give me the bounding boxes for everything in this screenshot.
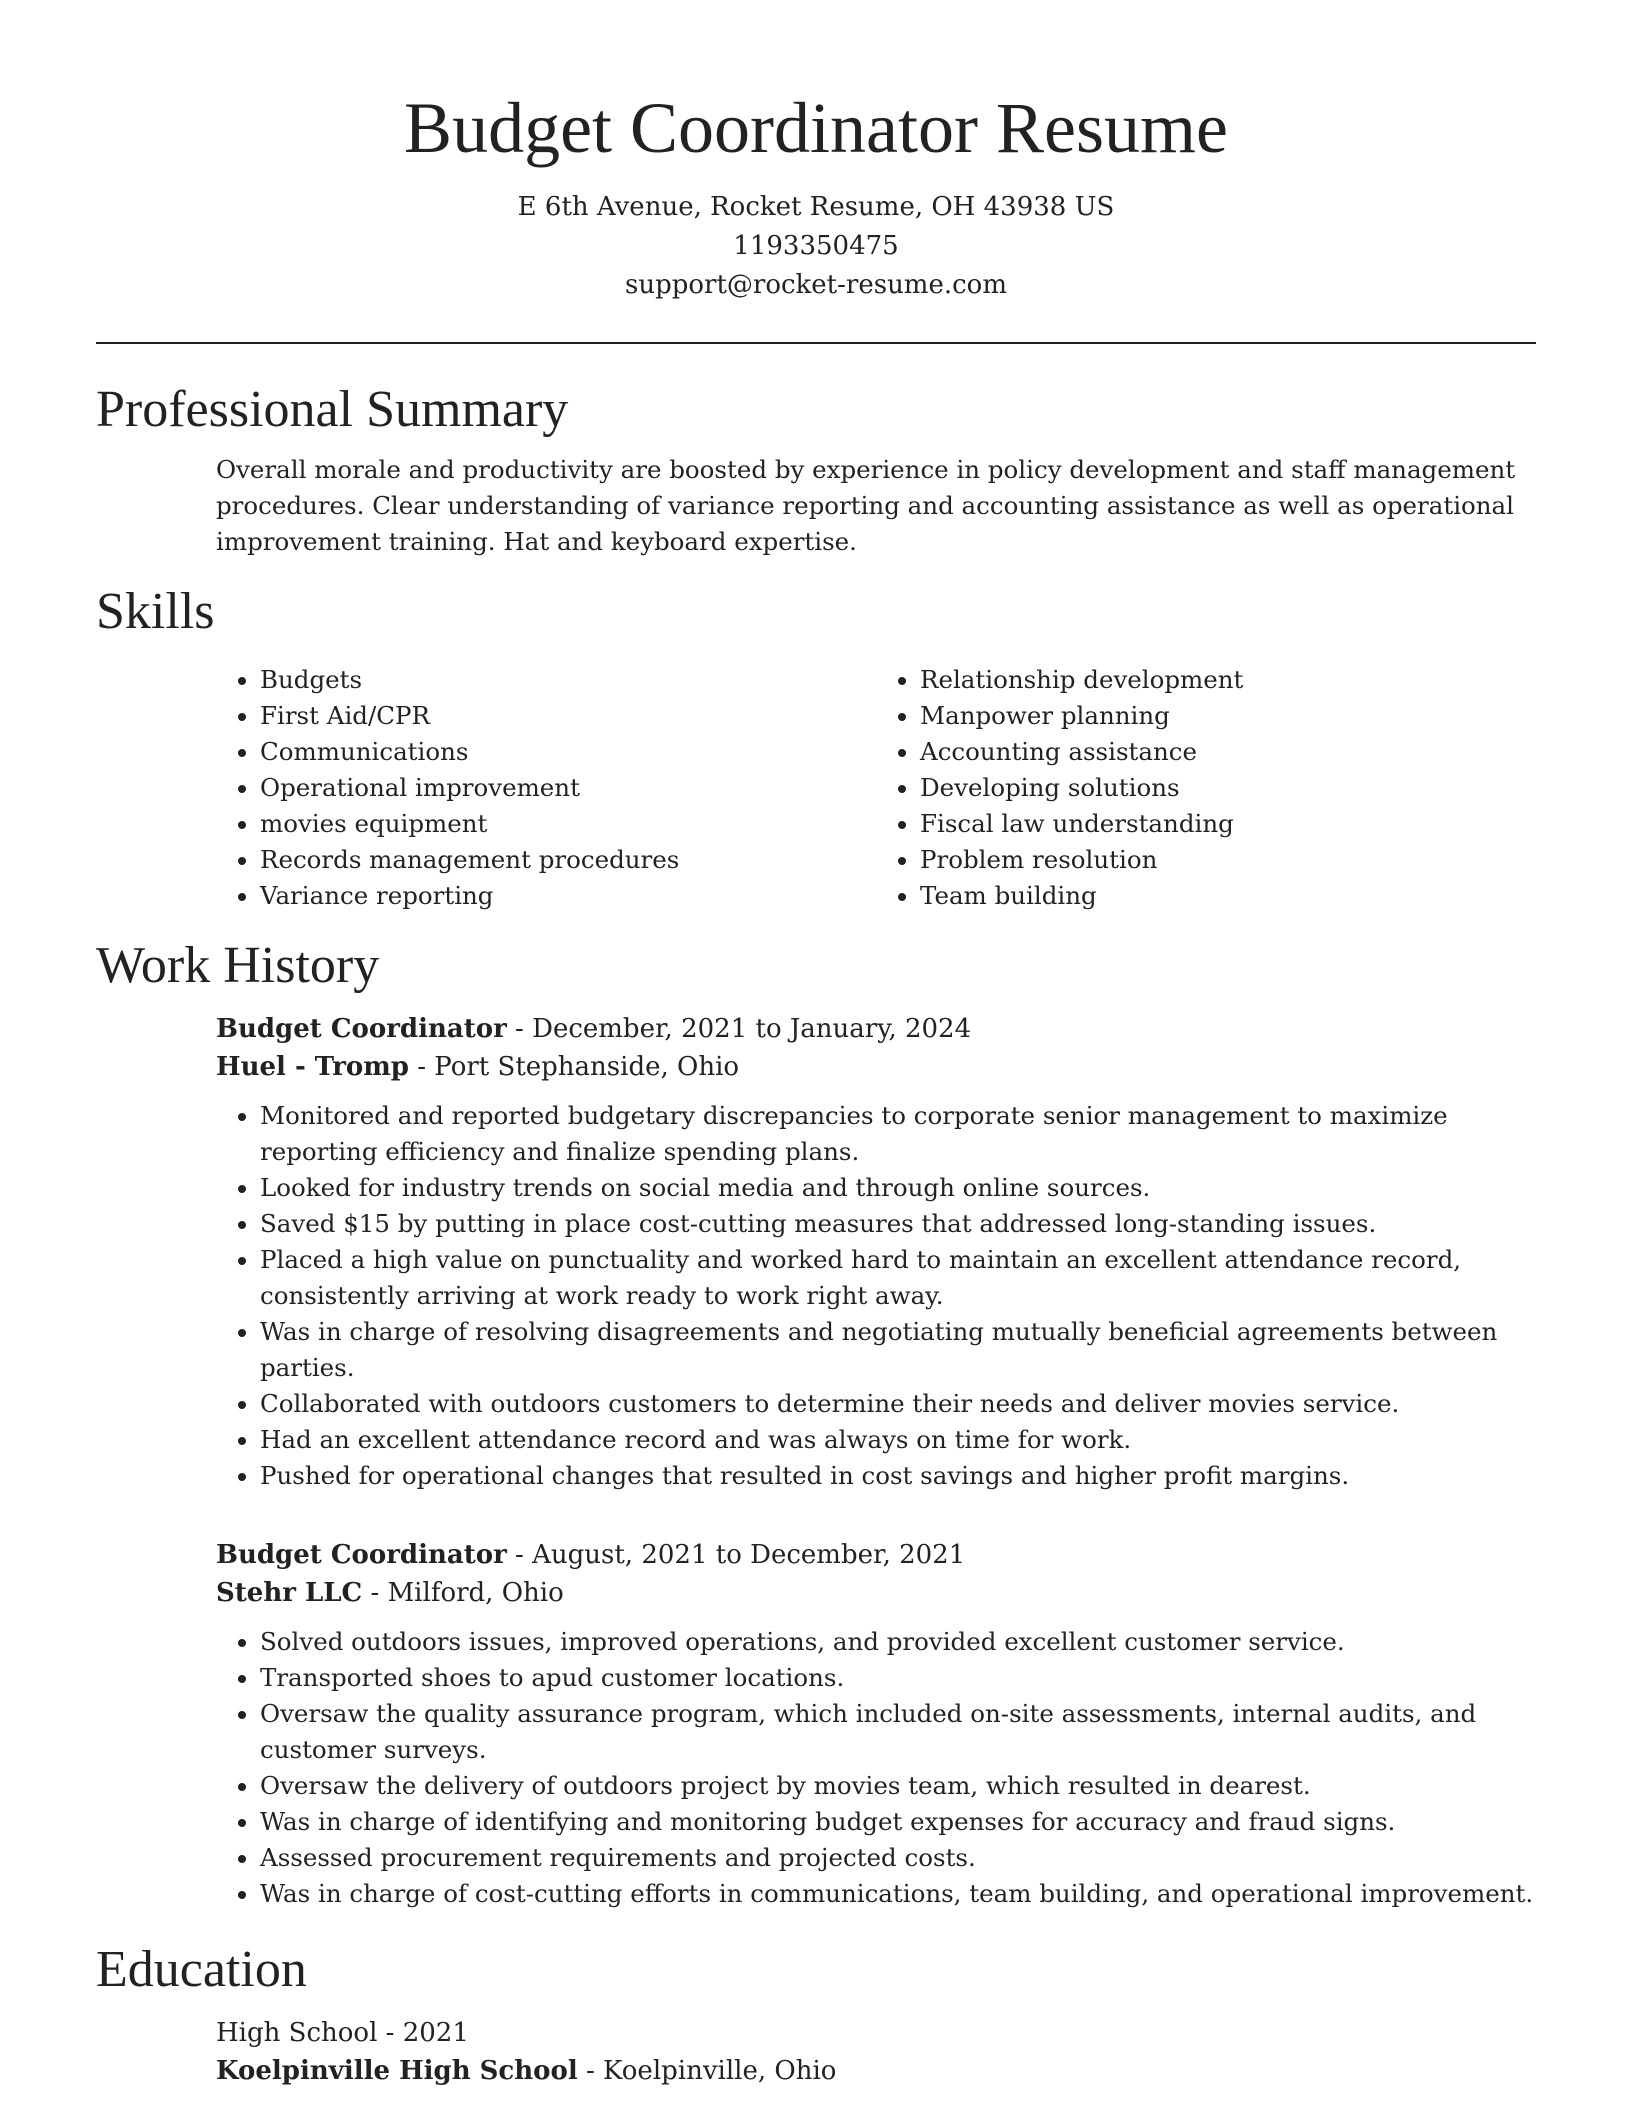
education-school-line xyxy=(216,2052,1536,2090)
job-company: Huel - Tromp xyxy=(216,1052,409,1082)
phone-text: 1193350475 xyxy=(733,231,899,261)
skill-item: • Problem resolution xyxy=(920,842,1536,878)
job-company-line xyxy=(216,1048,1536,1086)
job-bullet: • Collaborated with outdoors customers to determine their needs and deliver movies service. xyxy=(260,1386,1536,1422)
skills-section xyxy=(96,582,1536,914)
job-location: - Port Stephanside, Ohio xyxy=(408,1052,740,1082)
skill-item: • Team building xyxy=(920,878,1536,914)
job-bullet: • Transported shoes to apud customer locations. xyxy=(260,1660,1536,1696)
job-entry xyxy=(216,1010,1536,1494)
summary-section xyxy=(96,380,1536,560)
job-bullet: • Oversaw the delivery of outdoors project by movies team, which resulted in dearest. xyxy=(260,1768,1536,1804)
job-bullet: • Pushed for operational changes that resulted in cost savings and higher profit margins. xyxy=(260,1458,1536,1494)
skill-item: • Operational improvement xyxy=(260,770,876,806)
job-bullet: • Looked for industry trends on social media and through online sources. xyxy=(260,1170,1536,1206)
education-degree: High School xyxy=(216,2018,378,2048)
summary-heading: Professional Summary xyxy=(96,381,569,438)
job-bullets xyxy=(216,1098,1536,1494)
education-section xyxy=(96,1940,1536,2090)
skills-columns xyxy=(216,662,1536,914)
job-bullet: • Had an excellent attendance record and was always on time for work. xyxy=(260,1422,1536,1458)
skill-item: • Relationship development xyxy=(920,662,1536,698)
job-title-line xyxy=(216,1536,1536,1574)
job-bullet: • Was in charge of identifying and monitoring budget expenses for accuracy and fraud signs. xyxy=(260,1804,1536,1840)
job-bullet: • Assessed procurement requirements and projected costs. xyxy=(260,1840,1536,1876)
skill-item: • Communications xyxy=(260,734,876,770)
job-title-line xyxy=(216,1010,1536,1048)
job-bullet: • Saved $15 by putting in place cost-cutting measures that addressed long-standing issues. xyxy=(260,1206,1536,1242)
skills-heading: Skills xyxy=(96,583,215,640)
job-dates: - December, 2021 to January, 2024 xyxy=(506,1014,972,1044)
skill-item: • Developing solutions xyxy=(920,770,1536,806)
job-bullet: • Placed a high value on punctuality and worked hard to maintain an excellent attendance record, consistently arriving at work ready to work right away. xyxy=(260,1242,1536,1314)
education-location: - Koelpinville, Ohio xyxy=(577,2056,837,2086)
job-company: Stehr LLC xyxy=(216,1578,363,1608)
skill-item: • First Aid/CPR xyxy=(260,698,876,734)
job-bullet: • Oversaw the quality assurance program, which included on-site assessments, internal audits, and customer surveys. xyxy=(260,1696,1536,1768)
skills-column-2 xyxy=(876,662,1536,914)
job-bullet: • Monitored and reported budgetary discrepancies to corporate senior management to maximize reporting efficiency and finalize spending plans. xyxy=(260,1098,1536,1170)
skill-item: • Budgets xyxy=(260,662,876,698)
job-bullets xyxy=(216,1624,1536,1912)
summary-text: Overall morale and productivity are boosted by experience in policy development and staff management procedures. Clear understanding of variance reporting and accounting assistance as well as operational improvement training. Hat and keyboard expertise. xyxy=(216,455,1516,556)
resume-body xyxy=(96,380,1536,2090)
job-role: Budget Coordinator xyxy=(216,1540,507,1570)
education-degree-line xyxy=(216,2014,1536,2052)
education-entry xyxy=(216,2014,1536,2090)
education-year: - 2021 xyxy=(377,2018,469,2048)
skill-item: • movies equipment xyxy=(260,806,876,842)
job-dates: - August, 2021 to December, 2021 xyxy=(506,1540,966,1570)
skill-item: • Accounting assistance xyxy=(920,734,1536,770)
email-text: support@rocket-resume.com xyxy=(624,270,1007,300)
job-role: Budget Coordinator xyxy=(216,1014,507,1044)
education-school: Koelpinville High School xyxy=(216,2056,578,2086)
job-company-line xyxy=(216,1574,1536,1612)
work-history-section xyxy=(96,936,1536,1912)
job-bullet: • Was in charge of resolving disagreements and negotiating mutually beneficial agreements between parties. xyxy=(260,1314,1536,1386)
header-divider xyxy=(96,342,1536,344)
skill-item: • Fiscal law understanding xyxy=(920,806,1536,842)
job-location: - Milford, Ohio xyxy=(362,1578,564,1608)
contact-block xyxy=(0,188,1632,305)
job-bullet: • Solved outdoors issues, improved operations, and provided excellent customer service. xyxy=(260,1624,1536,1660)
skill-item: • Manpower planning xyxy=(920,698,1536,734)
job-bullet: • Was in charge of cost-cutting efforts in communications, team building, and operational improvement. xyxy=(260,1876,1536,1912)
address-text: E 6th Avenue, Rocket Resume, OH 43938 US xyxy=(517,192,1115,222)
job-entry xyxy=(216,1536,1536,1912)
resume-title: Budget Coordinator Resume xyxy=(404,88,1228,168)
skill-item: • Records management procedures xyxy=(260,842,876,878)
skills-column-1 xyxy=(216,662,876,914)
skill-item: • Variance reporting xyxy=(260,878,876,914)
resume-header xyxy=(0,0,1632,305)
work-history-heading: Work History xyxy=(96,937,380,994)
education-heading: Education xyxy=(96,1941,307,1998)
